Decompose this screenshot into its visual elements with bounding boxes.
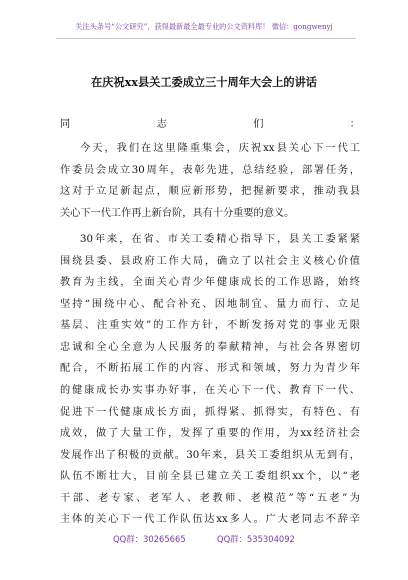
text-line: 忠诚和全心全意为人民服务的奉献精神，与社会各界密切	[60, 341, 360, 353]
paragraph	[60, 138, 360, 224]
text-line: 促进下一代健康成长方面，抓得紧、抓得实，有特色、有	[60, 406, 360, 418]
text-line: 配合，不断拓展工作的内容、形式和领域，努力为青少年	[60, 363, 360, 375]
document-title: 在庆祝xx县关工委成立三十周年大会上的讲话	[91, 75, 317, 89]
text-line: 这对于立足新起点，顺应新形势，把握新要求，推动我县	[60, 186, 360, 198]
qq-group-1: QQ群：30265665	[113, 534, 186, 544]
text-line: 30年来，在省、市关工委精心指导下，县关工委紧紧	[80, 234, 360, 246]
header-divider	[56, 38, 356, 39]
text-line: 的健康成长办实事办好事，在关心下一代、教育下一代、	[60, 385, 360, 397]
text-line: 成效，做了大量工作，发挥了重要的作用，为xx经济社会	[60, 428, 360, 440]
text-line: 基层、注重实效”的工作方针，不断发扬对党的事业无限	[60, 320, 360, 332]
text-line: 关心下一代工作再上新台阶，具有十分重要的意义。	[60, 207, 295, 219]
text-line: 今天，我们在这里隆重集会，庆祝xx县关心下一代工	[80, 143, 360, 154]
text-line: 干部、老专家、老军人、老教师、老模范”等“五老”为	[60, 492, 360, 504]
text-line: 坚持“围绕中心、配合补充、因地制宜、量力而行、立足	[60, 298, 360, 310]
text-line: 教育为主线，全面关心青少年健康成长的工作思路，始终	[60, 277, 360, 289]
text-line: 围绕县委、县政府工作大局，确立了以社会主义核心价值	[60, 255, 360, 267]
document-body	[60, 112, 360, 531]
greeting: 同志们：	[60, 119, 360, 130]
paragraphs	[60, 138, 360, 531]
promo-banner: 关注头条号“公文研究”，获得最新最全最专业的公文资料库！ 微信：gongwenyj	[75, 22, 333, 31]
paragraph	[60, 229, 360, 531]
qq-group-2: QQ群：535304092	[217, 534, 295, 544]
text-line: 发展作出了积极的贡献。30年来，县关工委组织从无到有，	[60, 449, 360, 461]
text-line: 主体的关心下一代工作队伍达xx多人。广大老同志不辞辛	[60, 514, 360, 526]
text-line: 队伍不断壮大，目前全县已建立关工委组织xx个，以“老	[60, 471, 360, 483]
text-line: 作委员会成立30周年，表彰先进，总结经验，部署任务，	[60, 164, 360, 176]
footer-contact	[0, 533, 408, 545]
